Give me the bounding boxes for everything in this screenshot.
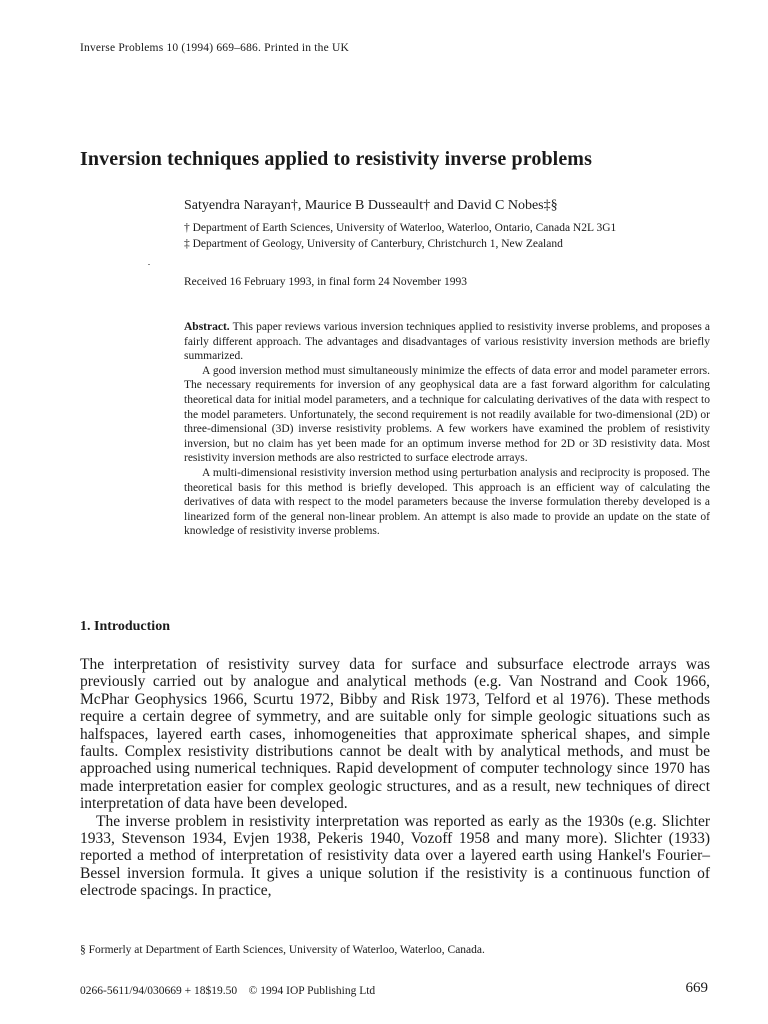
section-heading: 1. Introduction: [80, 619, 170, 634]
abstract-paragraph-1: [184, 320, 710, 364]
footer-publication-info: [80, 985, 375, 997]
page-number: 669: [685, 980, 708, 996]
introduction-body: [80, 656, 710, 900]
footer-code: 0266-5611/94/030669 + 18$19.50: [80, 985, 238, 997]
footnote: § Formerly at Department of Earth Sciences, University of Waterloo, Waterloo, Canada.: [80, 944, 485, 956]
received-dates: Received 16 February 1993, in final form 24 November 1993: [184, 276, 467, 288]
abstract-text-1: This paper reviews various inversion techniques applied to resistivity inverse problems, and proposes a fairly different approach. The advantages and disadvantages of various resistivity inversion methods are briefly summarized.: [184, 321, 710, 363]
footer-copyright: © 1994 IOP Publishing Ltd: [248, 985, 376, 997]
abstract-label: Abstract.: [184, 321, 230, 333]
running-head: Inverse Problems 10 (1994) 669–686. Printed in the UK: [80, 42, 349, 54]
margin-mark: [148, 264, 150, 265]
intro-paragraph-2: The inverse problem in resistivity interpretation was reported as early as the 1930s (e.g. Slichter 1933, Stevenson 1934, Evjen 1938, Pekeris 1940, Vozoff 1958 and many more). Slichter (1933) reported a method of interpretation of resistivity data over a layered earth using Hankel's Fourier–Bessel inversion formula. It gives a unique solution if the resistivity is a continuous function of electrode spacings. In practice,: [80, 812, 710, 900]
authors: Satyendra Narayan†, Maurice B Dusseault† and David C Nobes‡§: [184, 198, 558, 213]
affiliation-waterloo: † Department of Earth Sciences, University of Waterloo, Waterloo, Ontario, Canada N2L 3G1: [184, 222, 617, 234]
abstract-paragraph-2: A good inversion method must simultaneously minimize the effects of data error and model parameter errors. The necessary requirements for inversion of any geophysical data are a fast forward algorithm for calculating theoretical data for initial model parameters, and a technique for calculating derivatives of the data with respect to the model parameters. Unfortunately, the second requirement is not readily available for two-dimensional (2D) or three-dimensional (3D) inverse resistivity problems. A few workers have examined the problem of resistivity inversion, but no claim has yet been made for an optimum inverse method for 2D or 3D resistivity data. Most resistivity inversion methods are also restricted to surface electrode arrays.: [184, 364, 710, 465]
paper-title: Inversion techniques applied to resistivity inverse problems: [80, 148, 592, 170]
abstract: [184, 320, 710, 539]
intro-paragraph-1: The interpretation of resistivity survey data for surface and subsurface electrode arrays was previously carried out by analogue and analytical methods (e.g. Van Nostrand and Cook 1966, McPhar Geophysics 1966, Scurtu 1972, Bibby and Risk 1973, Telford et al 1976). These methods require a certain degree of symmetry, and are suitable only for simple geologic situations such as halfspaces, layered earth cases, inhomogeneities that approximate spherical shapes, and simple faults. Complex resistivity distributions cannot be dealt with by analytical methods, and must be approached using numerical techniques. Rapid development of computer technology since 1970 has made interpretation easier for complex geologic structures, and as a result, new techniques of direct interpretation of data have been developed.: [80, 656, 710, 813]
affiliation-canterbury: ‡ Department of Geology, University of Canterbury, Christchurch 1, New Zealand: [184, 238, 563, 250]
abstract-paragraph-3: A multi-dimensional resistivity inversion method using perturbation analysis and reciprocity is proposed. The theoretical basis for this method is briefly developed. This approach is an efficient way of calculating the derivatives of data with respect to the model parameters because the inverse formulation thereby developed is a linearized form of the general non-linear problem. An attempt is also made to provide an update on the state of knowledge of resistivity inverse problems.: [184, 466, 710, 538]
